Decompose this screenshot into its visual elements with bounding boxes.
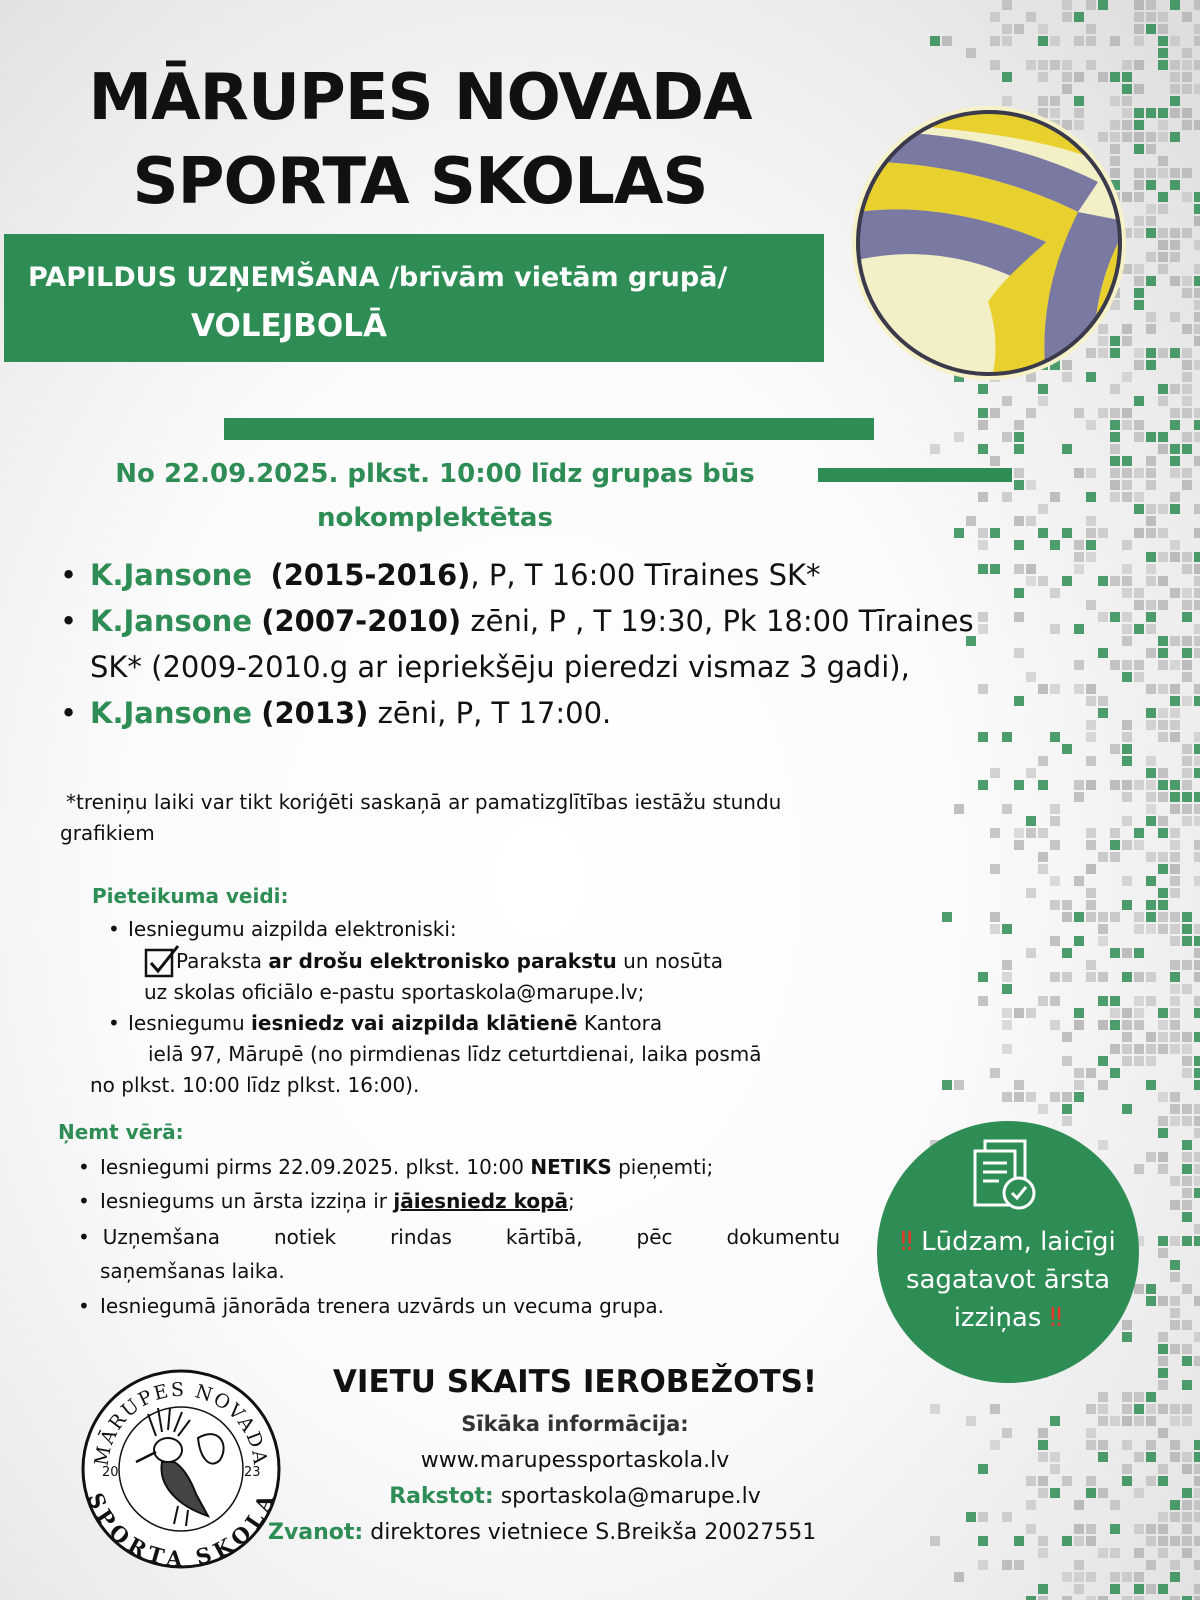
application-item-line-3: no plkst. 10:00 līdz plkst. 16:00). <box>90 1073 420 1097</box>
title-line-2: SPORTA SKOLAS <box>132 145 708 219</box>
doctor-note-callout <box>877 1121 1139 1383</box>
logo-year-right: 23 <box>244 1465 261 1480</box>
group-details: , P, T 16:00 Tīraines SK* <box>470 558 821 592</box>
group-years: (2015-2016) <box>270 558 471 592</box>
website-link[interactable]: www.marupessportaskola.lv <box>420 1448 730 1473</box>
application-item: • Iesniegumu iesniedz vai aizpilda klātienē Kantora <box>108 1011 663 1035</box>
application-subitem-line-2: uz skolas oficiālo e-pastu sportaskola@marupe.lv; <box>144 980 645 1004</box>
title-line-1: MĀRUPES NOVADA <box>88 61 752 135</box>
places-limited-headline: VIETU SKAITS IEROBEŽOTS! <box>332 1364 818 1400</box>
phone-line: Zvanot: direktores vietniece S.Breikša 20027551 <box>268 1520 817 1545</box>
application-item: • Iesniegumu aizpilda elektroniski: <box>108 917 457 941</box>
coach-name: K.Jansone <box>90 604 252 638</box>
callout-line-1: ‼ Lūdzam, laicīgi <box>900 1227 1116 1257</box>
group-years: (2007-2010) <box>261 604 462 638</box>
banner-line-1: PAPILDUS UZŅEMŠANA /brīvām vietām grupā/ <box>28 262 728 293</box>
schedule-note-line-1: *treniņu laiki var tikt koriģēti saskaņā ar pamatizglītības iestāžu stundu <box>66 790 782 814</box>
logo-top-text: MĀRUPES NOVADA <box>90 1378 272 1468</box>
document-check-icon <box>971 1139 1043 1213</box>
divider-bar-small <box>818 468 1012 482</box>
callout-line-2: sagatavot ārsta <box>905 1265 1111 1295</box>
coach-name: K.Jansone <box>90 558 252 592</box>
volleyball-icon <box>848 102 1130 384</box>
logo-year-left: 20 <box>102 1465 119 1480</box>
date-line-2: nokomplektētas <box>317 503 553 533</box>
banner-line-2: VOLEJBOLĀ <box>191 308 387 344</box>
notice-item: • Uzņemšana notiek rindas kārtībā, pēc dokumentu <box>78 1225 840 1249</box>
divider-bar <box>224 418 874 440</box>
admission-banner <box>4 234 824 362</box>
schedule-note-line-2: grafikiem <box>60 821 155 845</box>
application-subitem: Paraksta ar drošu elektronisko parakstu un nosūta <box>176 949 723 973</box>
alert-marks-icon: ‼ <box>900 1227 913 1257</box>
info-label: Sīkāka informācija: <box>461 1412 689 1436</box>
coach-name: K.Jansone <box>90 696 252 730</box>
logo-bottom-text: SPORTA SKOLA <box>82 1489 280 1572</box>
group-years: (2013) <box>261 696 369 730</box>
notice-heading: Ņemt vērā: <box>58 1120 184 1144</box>
application-item-line-2: ielā 97, Mārupē (no pirmdienas līdz ceturtdienai, laika posmā <box>148 1042 762 1066</box>
notice-item-line-2: saņemšanas laika. <box>100 1259 285 1283</box>
group-details: zēni, P, T 17:00. <box>368 696 612 730</box>
notice-item: • Iesniegums un ārsta izziņa ir jāiesniedz kopā; <box>78 1189 575 1213</box>
group-details: zēni, P , T 19:30, Pk 18:00 Tīraines <box>461 604 974 638</box>
email-link[interactable]: sportaskola@marupe.lv <box>500 1484 761 1509</box>
date-line-1: No 22.09.2025. plkst. 10:00 līdz grupas būs <box>115 459 755 489</box>
notice-item: • Iesniegumā jānorāda trenera uzvārds un vecuma grupa. <box>78 1294 665 1318</box>
email-line: Rakstot: sportaskola@marupe.lv <box>389 1484 761 1509</box>
alert-marks-icon: ‼ <box>1049 1303 1063 1333</box>
notice-item: • Iesniegumi pirms 22.09.2025. plkst. 10:00 NETIKS pieņemti; <box>78 1155 714 1179</box>
callout-line-3: izziņas ‼ <box>953 1303 1063 1333</box>
application-heading: Pieteikuma veidi: <box>92 884 289 908</box>
